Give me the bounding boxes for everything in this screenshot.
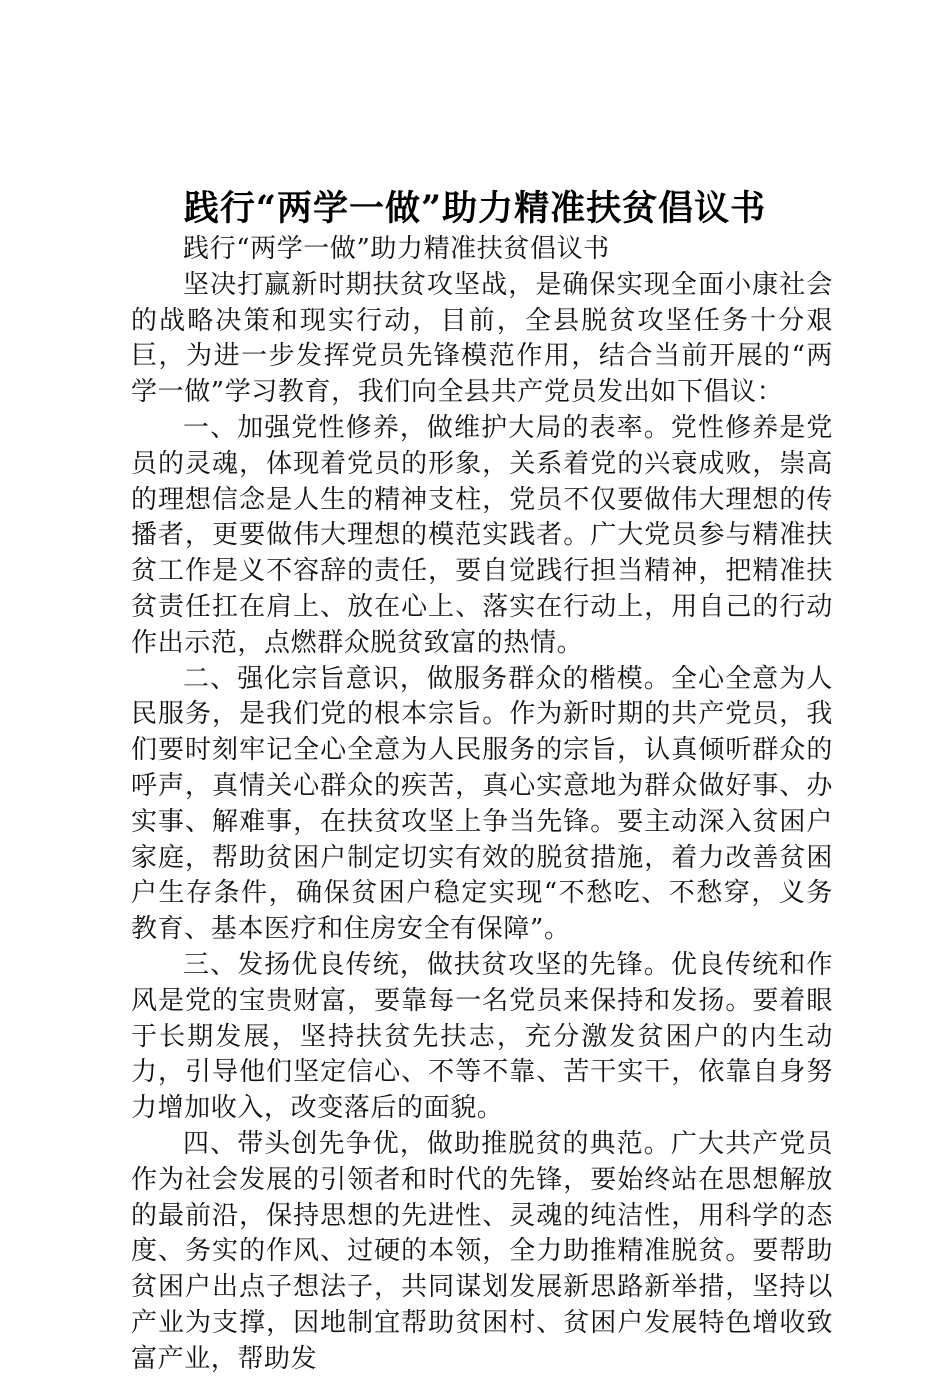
body-paragraph-intro: 坚决打赢新时期扶贫攻坚战，是确保实现全面小康社会的战略决策和现实行动，目前，全县脱贫攻坚任务十分艰巨，为进一步发挥党员先锋模范作用，结合当前开展的“两学一做”学习教育，我们向全县共产党员发出如下倡议： <box>131 269 833 408</box>
body-paragraph-point-1: 一、加强党性修养，做维护大局的表率。党性修养是党员的灵魂，体现着党员的形象，关系着党的兴衰成败，崇高的理想信念是人生的精神支柱，党员不仅要做伟大理想的传播者，更要做伟大理想的模范实践者。广大党员参与精准扶贫工作是义不容辞的责任，要自觉践行担当精神，把精准扶贫责任扛在肩上、放在心上、落实在行动上，用自己的行动作出示范，点燃群众脱贫致富的热情。 <box>131 412 833 658</box>
body-paragraph-point-4: 四、带头创先争优，做助推脱贫的典范。广大共产党员作为社会发展的引领者和时代的先锋，要始终站在思想解放的最前沿，保持思想的先进性、灵魂的纯洁性，用科学的态度、务实的作风、过硬的本领，全力助推精准脱贫。要帮助贫困户出点子想法子，共同谋划发展新思路新举措，坚持以产业为支撑，因地制宜帮助贫困村、贫困户发展特色增收致富产业，帮助发 <box>131 1128 833 1374</box>
document-title: 践行“两学一做”助力精准扶贫倡议书 <box>183 188 767 229</box>
body-paragraph-subtitle: 践行“两学一做”助力精准扶贫倡议书 <box>183 234 610 264</box>
document-body <box>131 232 833 1378</box>
body-paragraph-point-2: 二、强化宗旨意识，做服务群众的楷模。全心全意为人民服务，是我们党的根本宗旨。作为新时期的共产党员，我们要时刻牢记全心全意为人民服务的宗旨，认真倾听群众的呼声，真情关心群众的疾苦，真心实意地为群众做好事、办实事、解难事，在扶贫攻坚上争当先锋。要主动深入贫困户家庭，帮助贫困户制定切实有效的脱贫措施，着力改善贫困户生存条件，确保贫困户稳定实现“不愁吃、不愁穿，义务教育、基本医疗和住房安全有保障”。 <box>131 663 833 945</box>
body-paragraph-point-3: 三、发扬优良传统，做扶贫攻坚的先锋。优良传统和作风是党的宝贵财富，要靠每一名党员来保持和发扬。要着眼于长期发展，坚持扶贫先扶志，充分激发贫困户的内生动力，引导他们坚定信心、不等不靠、苦干实干，依靠自身努力增加收入，改变落后的面貌。 <box>131 949 833 1124</box>
